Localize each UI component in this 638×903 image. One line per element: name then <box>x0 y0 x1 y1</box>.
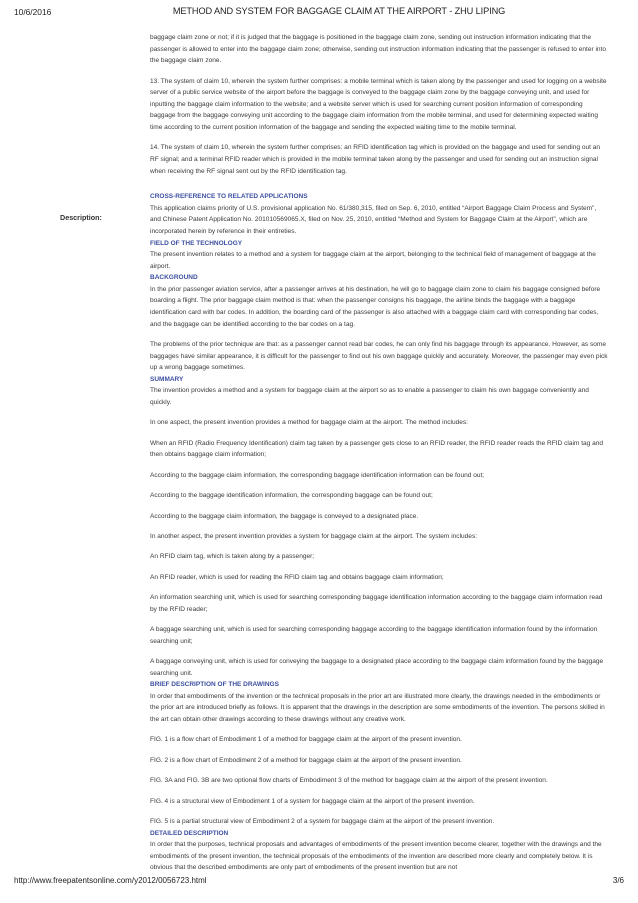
summary-para: An information searching unit, which is used for searching corresponding baggage identification information according to the baggage claim information read by the RFID reader; <box>150 594 603 613</box>
drawings-para: FIG. 1 is a flow chart of Embodiment 1 of a method for baggage claim at the airport of the present invention. <box>150 736 462 744</box>
summary-para: An RFID claim tag, which is taken along by a passenger; <box>150 553 315 561</box>
background-para-2: The problems of the prior technique are that: as a passenger cannot read bar codes, he can only find his baggage through its appearance. However, as some baggages have similar appearance, it is difficult for the passenger to find out his own baggage quickly and accurately. Moreover, the passenger may even pick up a wrong baggage sometimes. <box>150 341 608 372</box>
print-date: 10/6/2016 <box>14 7 52 17</box>
summary-para: In another aspect, the present invention provides a system for baggage claim at the airport. The system includes: <box>150 532 478 540</box>
section-heading-field: FIELD OF THE TECHNOLOGY <box>150 239 243 247</box>
cross-reference-text: This application claims priority of U.S. provisional application No. 61/380,315, filed on Sep. 6, 2010, entitled “Airport Baggage Claim Process and System”, and Chinese Patent Application No. 201010569065.X, filed on Nov. 25, 2010, entitled “Method and System for Baggage Claim at the Airport”, which are incorporated herein by reference in their entireties. <box>150 204 597 235</box>
summary-para: In one aspect, the present invention provides a method for baggage claim at the airport. The method includes: <box>150 419 468 427</box>
summary-para: According to the baggage identification information, the corresponding baggage can be found out; <box>150 492 433 500</box>
summary-para: A baggage searching unit, which is used for searching corresponding baggage according to the baggage identification information found by the information searching unit; <box>150 626 598 645</box>
summary-para: An RFID reader, which is used for reading the RFID claim tag and obtains baggage claim information; <box>150 573 444 581</box>
patent-body <box>150 32 608 874</box>
section-heading-summary: SUMMARY <box>150 375 184 383</box>
field-text: The present invention relates to a method and a system for baggage claim at the airport, belonging to the technical field of management of baggage at the airport. <box>150 251 596 270</box>
drawings-para: FIG. 4 is a structural view of Embodiment 1 of a system for baggage claim at the airport of the present invention. <box>150 797 475 805</box>
drawings-para: FIG. 2 is a flow chart of Embodiment 2 of a method for baggage claim at the airport of the present invention. <box>150 756 462 764</box>
document-title: METHOD AND SYSTEM FOR BAGGAGE CLAIM AT THE AIRPORT - ZHU LIPING <box>172 6 506 16</box>
claim-14: 14. The system of claim 10, wherein the system further comprises: an RFID identification tag which is provided on the baggage and used for sending out an RF signal; and a terminal RFID reader which is provided in the mobile terminal taken along by the passenger and used for sending out an instruction signal when receiving the RF signal sent out by the RFID identification tag. <box>150 144 601 175</box>
claim-continuation: baggage claim zone or not; if it is judged that the baggage is positioned in the baggage claim zone, sending out instruction information indicating that the passenger is allowed to enter into the baggage claim zone; otherwise, sending out instruction information indicating that the passenger is refused to enter into the baggage claim zone. <box>150 34 607 65</box>
summary-para: According to the baggage claim information, the corresponding baggage identification information can be found out; <box>150 471 485 479</box>
description-label: Description: <box>60 213 102 222</box>
summary-para: A baggage conveying unit, which is used for conveying the baggage to a designated place according to the baggage claim information found by the baggage searching unit. <box>150 658 604 677</box>
section-heading-detailed: DETAILED DESCRIPTION <box>150 829 229 837</box>
detailed-text: In order that the purposes, technical proposals and advantages of embodiments of the present invention become clearer, together with the drawings and the embodiments of the present invention, the technical proposals of the embodiments of the invention are described more clearly and completely below. It is obvious that the described embodiments are only part of embodiments of the present invention but are not <box>150 841 602 872</box>
drawings-para: In order that embodiments of the invention or the technical proposals in the prior art are illustrated more clearly, the drawings needed in the embodiments or the prior art are introduced briefly as follows. It is apparent that the drawings in the description are some embodiments of the invention. The persons skilled in the art can obtain other drawings according to these drawings without any creative work. <box>150 692 605 724</box>
summary-para: According to the baggage claim information, the baggage is conveyed to a designated place. <box>150 512 419 520</box>
section-heading-cross-reference: CROSS-REFERENCE TO RELATED APPLICATIONS <box>150 193 308 201</box>
page-number: 3/6 <box>612 876 624 885</box>
background-para-1: In the prior passenger aviation service, after a passenger arrives at his destination, he will go to baggage claim zone to claim his baggage consigned before boarding a flight. The prior baggage claim method is that: when the passenger consigns his baggage, the airline binds the baggage with a baggage identification card with bar codes. In addition, the boarding card of the passenger is also attached with a baggage claim card with corresponding bar codes, and the baggage can be identified according to the bar codes on a tag. <box>150 285 601 328</box>
claim-13: 13. The system of claim 10, wherein the system further comprises: a mobile terminal which is taken along by the passenger and used for logging on a website server of a public service website of the airport before the baggage is conveyed to the baggage claim zone by the baggage conveying unit, and used for inputting the baggage claim information to the website; and a website server which is used for searching current position information of corresponding baggage from the baggage conveying unit according to the baggage claim information from the mobile terminal, and used for determining expected waiting time according to the current position information of the baggage and sending the expected waiting time to the mobile terminal. <box>150 77 607 131</box>
section-heading-drawings: BRIEF DESCRIPTION OF THE DRAWINGS <box>150 681 279 689</box>
drawings-para: FIG. 5 is a partial structural view of Embodiment 2 of a system for baggage claim at the airport of the present invention. <box>150 818 495 826</box>
page-header <box>14 6 624 20</box>
summary-para: The invention provides a method and a system for baggage claim at the airport so as to enable a passenger to claim his own baggage conveniently and quickly. <box>150 387 589 407</box>
source-url-link[interactable]: http://www.freepatentsonline.com/y2012/0056723.html <box>14 876 207 885</box>
drawings-para: FIG. 3A and FIG. 3B are two optional flow charts of Embodiment 3 of the method for baggage claim at the airport of the present invention. <box>150 777 548 785</box>
page-footer <box>14 876 624 888</box>
section-heading-background: BACKGROUND <box>150 274 198 282</box>
description-section <box>150 191 608 874</box>
summary-para: When an RFID (Radio Frequency Identification) claim tag taken by a passenger gets close to an RFID reader, the RFID reader reads the RFID claim tag and then obtains baggage claim information; <box>150 439 604 459</box>
